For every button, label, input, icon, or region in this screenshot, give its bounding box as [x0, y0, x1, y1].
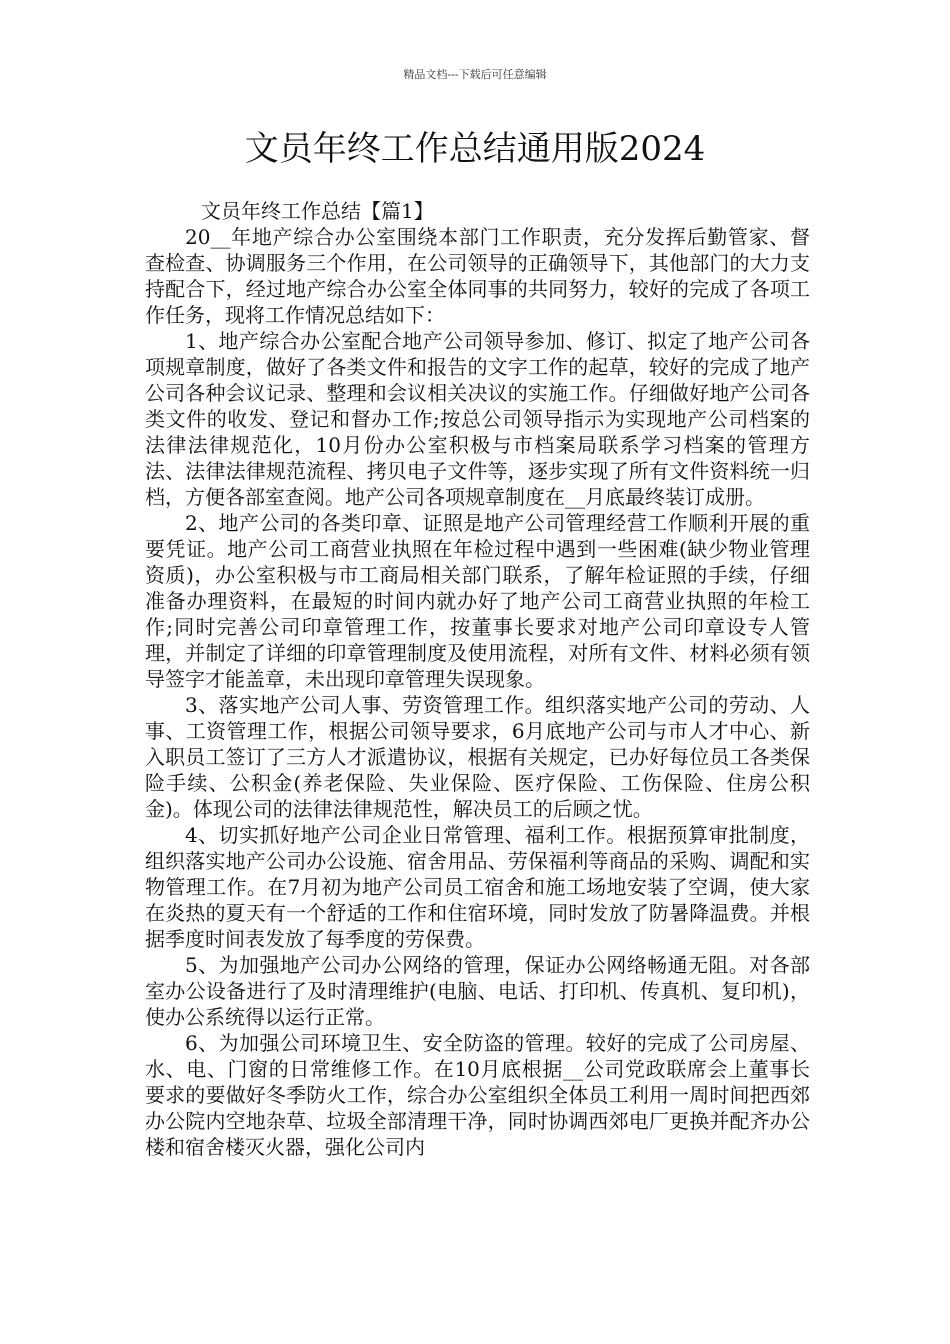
paragraph-item-4: 4、切实抓好地产公司企业日常管理、福利工作。根据预算审批制度，组织落实地产公司办公设施、宿舍用品、劳保福利等商品的采购、调配和实物管理工作。在7月初为地产公司员工宿舍和施工场地安装了空调，使大家在炎热的夏天有一个舒适的工作和住宿环境，同时发放了防暑降温费。并根据季度时间表发放了每季度的劳保费。 [145, 823, 810, 951]
paragraph-intro: 20__年地产综合办公室围绕本部门工作职责，充分发挥后勤管家、督查检查、协调服务三个作用，在公司领导的正确领导下，其他部门的大力支持配合下，经过地产综合办公室全体同事的共同努力，较好的完成了各项工作任务，现将工作情况总结如下： [145, 225, 810, 327]
paragraph-item-6: 6、为加强公司环境卫生、安全防盗的管理。较好的完成了公司房屋、水、电、门窗的日常维修工作。在10月底根据__公司党政联席会上董事长要求的要做好冬季防火工作，综合办公室组织全体员工利用一周时间把西郊办公院内空地杂草、垃圾全部清理干净，同时协调西郊电厂更换并配齐办公楼和宿舍楼灭火器，强化公司内 [145, 1031, 810, 1159]
paragraph-item-1: 1、地产综合办公室配合地产公司领导参加、修订、拟定了地产公司各项规章制度，做好了各类文件和报告的文字工作的起草，较好的完成了地产公司各种会议记录、整理和会议相关决议的实施工作。仔细做好地产公司各类文件的收发、登记和督办工作;按总公司领导指示为实现地产公司档案的法律法律规范化，10月份办公室积极与市档案局联系学习档案的管理方法、法律法律规范流程、拷贝电子文件等，逐步实现了所有文件资料统一归档，方便各部室查阅。地产公司各项规章制度在__月底最终装订成册。 [145, 329, 810, 509]
section-heading: 文员年终工作总结【篇1】 [201, 199, 434, 223]
document-body [145, 198, 810, 1160]
paragraph-item-5: 5、为加强地产公司办公网络的管理，保证办公网络畅通无阻。对各部室办公设备进行了及时清理维护(电脑、电话、打印机、传真机、复印机)，使办公系统得以运行正常。 [145, 953, 810, 1029]
paragraph-item-3: 3、落实地产公司人事、劳资管理工作。组织落实地产公司的劳动、人事、工资管理工作，根据公司领导要求，6月底地产公司与市人才中心、新入职员工签订了三方人才派遣协议，根据有关规定，已办好每位员工各类保险手续、公积金(养老保险、失业保险、医疗保险、工伤保险、住房公积金)。体现公司的法律法律规范性，解决员工的后顾之忧。 [145, 693, 810, 821]
paragraph-item-2: 2、地产公司的各类印章、证照是地产公司管理经营工作顺利开展的重要凭证。地产公司工商营业执照在年检过程中遇到一些困难(缺少物业管理资质)，办公室积极与市工商局相关部门联系，了解年检证照的手续，仔细准备办理资料，在最短的时间内就办好了地产公司工商营业执照的年检工作;同时完善公司印章管理工作，按董事长要求对地产公司印章设专人管理，并制定了详细的印章管理制度及使用流程，对所有文件、材料必须有领导签字才能盖章，未出现印章管理失误现象。 [145, 511, 810, 691]
document-title: 文员年终工作总结通用版2024 [244, 129, 706, 169]
header-note: 精品文档---下载后可任意编辑 [403, 68, 547, 81]
